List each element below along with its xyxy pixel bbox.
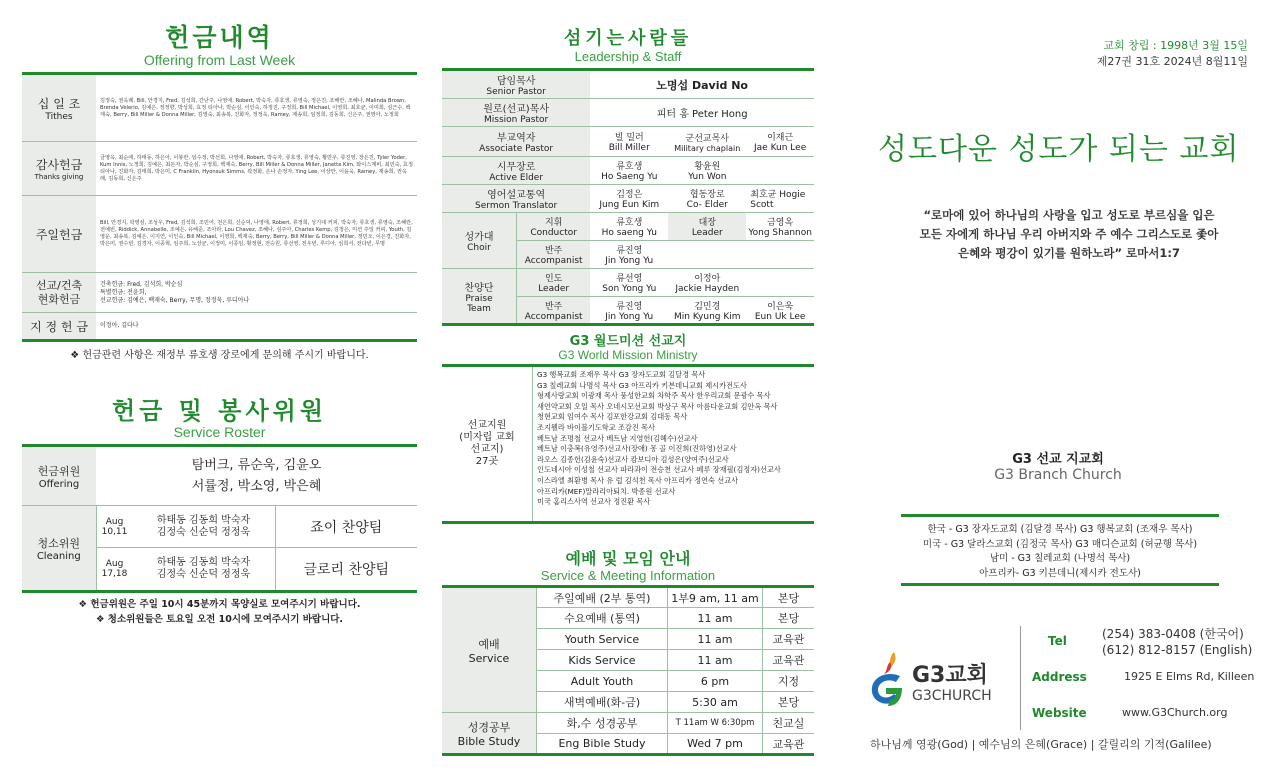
logo-subtext: G3CHURCH <box>912 688 992 704</box>
table-row <box>442 185 814 213</box>
lead-label-en: Leader <box>538 284 570 294</box>
elder-label-ko: 시무장로 <box>496 162 536 173</box>
service-place: 본당 <box>763 608 815 629</box>
service-place: 교육관 <box>763 734 815 755</box>
church-motto: 성도다운 성도가 되는 교회 <box>878 132 1240 167</box>
contact-divider <box>1020 626 1021 730</box>
offering-note: ❖ 헌금관련 사항은 재정부 류호생 장로에게 문의해 주시기 바랍니다. <box>70 350 369 361</box>
staff-name-en: Co- Elder <box>686 200 728 210</box>
mission-label-en: Mission Pastor <box>484 115 549 125</box>
cleaning-date-days: 10,11 <box>101 526 128 537</box>
service-time: Wed 7 pm <box>668 734 763 755</box>
conductor-label-en: Conductor <box>530 228 577 238</box>
mission-item: 라오스 김종헌(김윤숙)선교사 캄보디아 김성은(양여주)선교사 <box>537 454 729 464</box>
verse-line: 모든 자에게 하나님 우리 아버지와 주 예수 그리스도로 좇아 <box>919 227 1219 241</box>
mission-label-line: (미자립 교회 <box>459 432 515 443</box>
offering-column <box>22 0 417 625</box>
offering-table <box>22 72 417 342</box>
choir-label-ko: 성가대 <box>464 232 494 243</box>
cleaning-date-month: Aug <box>105 559 124 569</box>
founded-date: 교회 창립 : 1998년 3월 15일 <box>1103 39 1248 52</box>
staff-name-en: Jin Yong Yu <box>605 311 654 322</box>
staff-name-ko: 빌 밀러 <box>614 133 644 143</box>
staff-name-en: Jung Eun Kim <box>599 200 660 210</box>
website-label: Website <box>1032 706 1087 720</box>
tithes-names: 김정숙, 권옥례, Bill, 안경지, Fred, 김석희, 간난주, 나영애, Robert, 박숙자, 류호생, 류영숙, 정은진, 조해란, 조혜나, Malinda Brown, Brenda Velerio, 김예은, 정정향, 박성희, 효정 티아나, 박순심, 이인숙, 하정진, 구정희, Bill Michael, 이영희, 최호균, 이미희, 심근수, 백재숙, Berry, Bill Miller & Donna Miller, 김영숙, 최송복, 진화자, 정정욱, Ramey, 재송희, 임정희, 김동희, 신은주, 권영아, 노정희 <box>100 97 411 118</box>
table-row <box>22 313 417 341</box>
elder-label-en: Active Elder <box>489 173 544 183</box>
offering-title: 헌금내역 <box>165 23 274 52</box>
table-row <box>442 269 814 297</box>
leadership-title: 섬기는사람들 <box>563 28 693 49</box>
branch-list <box>901 514 1219 586</box>
staff-name-ko: 이재근 <box>767 133 794 143</box>
mission-item: 형제사랑교회 이광재 목사 풍성한교회 차학주 목사 한우리교회 문광수 목사 <box>537 391 771 401</box>
translator-label-ko: 영어설교통역 <box>487 190 546 201</box>
staff-name-en: Eun Uk Lee <box>754 311 806 322</box>
cleaning-team: 글로리 찬양팀 <box>275 548 417 592</box>
service-place: 교육관 <box>763 629 815 650</box>
table-row <box>442 587 814 608</box>
church-logo <box>864 648 1014 712</box>
cleaning-date-month: Aug <box>105 516 124 527</box>
service-name: Kids Service <box>537 650 668 671</box>
cleaning-names: 김정숙 신순덕 정정욱 <box>156 526 251 538</box>
designated-label: 지 정 헌 금 <box>30 319 88 334</box>
cleaning-date-days: 17,18 <box>101 569 128 579</box>
cover-column <box>858 0 1268 777</box>
offering-subtitle: Offering from Last Week <box>143 52 296 68</box>
acc-label-en: Accompanist <box>524 311 583 322</box>
worship-title: 예배 및 모임 안내 <box>565 549 691 568</box>
staff-name-ko: 협동장로 <box>689 190 725 200</box>
designated-names: 이정아, 김다나 <box>100 322 139 329</box>
section-label-ko: 성경공부 <box>467 720 511 734</box>
service-time: 6 pm <box>668 671 763 692</box>
table-row <box>442 70 814 99</box>
verse-line: 은혜와 평강이 있기를 원하노라” 로마서1:7 <box>958 246 1180 260</box>
mission-box <box>442 364 814 524</box>
staff-name-en: Scott <box>750 200 774 210</box>
address-value: 1925 E Elms Rd, Killeen <box>1124 670 1255 683</box>
sunday-names: Bill, 안경지, 곽영심, 조성우, Fred, 김석희, 조민어, 전은희, 신순덕, 나영애, Robert, 류정희, 성기대 커피, 박숙자, 류호생, 류영숙, 조혜란, 전예빈, Riddick, Annabelle, 조예은, 유해준, 조아라, Lou Chavez, 조혜나, 심주아, Charles Kemp, 김정은, 미션 주일 커피, Youth, 김영운, 최송복, 김예은, 이지연, 이인숙, Bill Michael, 이영희, 백재숙, Berry, Berry, Bill Miller & Donna Miller, 정민오, 이은경, 진화자, 박은미, 권수빈, 김경자, 이종혁, 임주희, 노상균, 이정미, 이종임, 황정현, 전승원, 류선영, 전우빈, 루디아, 심희서, 전다빈, 무명 <box>100 220 413 247</box>
mission-item: 베트남 이충복(유영주)선교사(장애) 몽 골 이진희(진하영)선교사 <box>537 444 737 454</box>
conductor-label-ko: 지휘 <box>544 218 563 228</box>
choir-leader-label-ko: 대장 <box>698 218 716 228</box>
thanks-label-ko: 감사헌금 <box>35 158 83 172</box>
branch-item: 남미 - G3 칠레교회 (나명석 목사) <box>989 553 1131 564</box>
logo-text: G3교회 <box>912 663 988 688</box>
mission-item: 아프리카(MEF)말라리아퇴치. 박종원 선교사 <box>537 486 676 496</box>
translator-label-en: Sermon Translator <box>475 201 558 211</box>
choir-label-en: Choir <box>467 243 491 253</box>
offering-committee-line2: 서률정, 박소영, 박은혜 <box>191 479 322 494</box>
service-time: 5:30 am <box>668 692 763 713</box>
staff-name-ko: 황윤원 <box>694 162 721 172</box>
staff-name-ko: 류진영 <box>616 246 643 256</box>
section-label-en: Service <box>468 651 510 665</box>
issue-info: 제27권 31호 2024년 8월11일 <box>1096 55 1248 68</box>
roster-table <box>22 444 417 593</box>
branch-subtitle: G3 Branch Church <box>994 467 1122 483</box>
footer-tagline: 하나님께 영광(God) | 예수님의 은혜(Grace) | 갈릴리의 기적(Galilee) <box>870 738 1212 751</box>
cleaning-names: 김정숙 신순덕 정정욱 <box>156 569 251 580</box>
mission-label-line: 선교지원 <box>467 420 507 431</box>
branch-item: 한국 - G3 장자도교회 (김달경 목사) G3 행복교회 (조재우 목사) <box>927 524 1193 535</box>
choir-leader-label-en: Leader <box>691 228 723 238</box>
leadership-column <box>442 0 814 756</box>
mission-building-names: 건축헌금: Fred, 김석희, 박순심 특별헌금: 전윤희, 선교헌금: 김예은, 백재숙, Berry, 무명, 정정욱, 루디아나 <box>100 280 250 304</box>
staff-name-ko: 류진영 <box>616 301 643 312</box>
cleaning-names: 하태동 김동희 박숙자 <box>156 514 251 526</box>
mission-item: 이스라엘 최환병 목사 유 럽 김석천 목사 아프리카 정연숙 선교사 <box>537 475 739 485</box>
service-place: 지정 <box>763 671 815 692</box>
tithes-label-ko: 십 일 조 <box>37 96 81 111</box>
staff-name-ko: 이정아 <box>694 274 721 284</box>
service-time: 1부9 am, 11 am <box>668 587 763 608</box>
praise-label-en: Team <box>467 303 491 314</box>
table-row <box>22 74 417 142</box>
staff-name-ko: 이은욱 <box>767 301 794 312</box>
mission-label-line: 선교지) <box>470 444 504 455</box>
staff-name-en: Yong Shannon <box>748 228 812 238</box>
thanks-names: 금영옥, 최순애, 하태동, 하은아, 이봉란, 임수정, 박선희, 나영애, Robert, 박숙자, 류호생, 류영숙, 황만우, 류진영, 장은진, Tyler Yoder, Kum Innis, 노정희, 김예은, 최돈자, 박순심, 구정희, 백재숙, Berry, Bill Miller & Donna Miller, Janette Kim, 와이스계비, 최민숙, 효정 티아나, 진화자, 김태희, 박은미, C Franklin, Hyonsuk Simms, 곽정화, 은나 손정자, Ying Lee, 이상안, 이윤욱, Ramey, 재송희, 권옥례, 김동희, 신은주 <box>100 154 413 182</box>
roster-title: 헌금 및 봉사위원 <box>112 397 327 425</box>
mission-item: 미국 홈리스사역 선교사 정진환 목사 <box>537 497 651 507</box>
assoc-label-ko: 부교역자 <box>496 133 536 144</box>
worship-subtitle: Service & Meeting Information <box>540 568 716 583</box>
branch-item: 아프리카- G3 키븐데니(제시카 전도사) <box>979 567 1141 579</box>
offering-committee-label-en: Offering <box>38 478 80 490</box>
sunday-label: 주일헌금 <box>35 227 83 242</box>
table-row <box>22 506 417 548</box>
table-row <box>442 157 814 185</box>
acc-label-en: Accompanist <box>524 256 583 266</box>
service-place: 친교실 <box>763 713 815 734</box>
staff-name-en: Min Kyung Kim <box>673 311 741 322</box>
service-time: 11 am <box>668 650 763 671</box>
senior-label-en: Senior Pastor <box>486 87 546 97</box>
mission-building-label: 선교/건축 현화헌금 <box>35 278 83 306</box>
table-row <box>442 127 814 157</box>
staff-name-en: Jae Kun Lee <box>754 143 807 153</box>
senior-pastor-name: 노명섭 David No <box>590 70 814 99</box>
service-time: 11 am <box>668 629 763 650</box>
staff-name-ko: 김민경 <box>694 301 721 312</box>
staff-name-ko: 류호생 <box>616 218 643 228</box>
table-row <box>22 446 417 506</box>
staff-name-en: Jin Yong Yu <box>605 256 654 266</box>
service-name: 주일예배 (2부 통역) <box>537 587 668 608</box>
staff-name-ko: 김정은 <box>616 190 643 200</box>
mission-item: G3 칠레교회 나명석 목사 G3 아프리카 키븐데니교회 제시카전도사 <box>537 380 747 390</box>
tel-label: Tel <box>1048 634 1067 648</box>
mission-label <box>442 367 533 521</box>
service-place: 교육관 <box>763 650 815 671</box>
tel-korean[interactable]: (254) 383-0408 (한국어) <box>1102 627 1244 641</box>
service-name: Youth Service <box>537 629 668 650</box>
table-row <box>22 273 417 313</box>
cleaning-label-ko: 청소위원 <box>37 536 80 550</box>
staff-name-en: Yun Won <box>688 172 727 182</box>
branch-item: 미국 - G3 달라스교회 (김정국 목사) G3 매디슨교회 (허균행 목사) <box>922 538 1198 550</box>
table-row <box>22 142 417 196</box>
staff-name-en: Ho saeng Yu <box>601 228 657 238</box>
table-row <box>442 213 814 241</box>
mission-title: G3 월드미션 선교지 <box>569 334 687 349</box>
praise-label-en: Praise <box>465 293 493 304</box>
roster-note-1: ❖ 헌금위원은 주일 10시 45분까지 목양실로 모여주시기 바랍니다. <box>78 599 361 610</box>
table-row <box>442 99 814 127</box>
service-name: 수요예배 (통역) <box>537 608 668 629</box>
worship-table <box>442 585 814 756</box>
staff-name-ko: 금영옥 <box>767 218 794 228</box>
bible-verse <box>884 206 1254 263</box>
staff-name-en: Bill Miller <box>608 143 650 153</box>
section-label-ko: 예배 <box>478 637 500 651</box>
staff-name-en: Military chaplain <box>674 143 741 153</box>
lead-label-ko: 인도 <box>544 274 563 284</box>
leadership-subtitle: Leadership & Staff <box>574 49 682 64</box>
assoc-label-en: Associate Pastor <box>479 144 554 154</box>
mission-item: G3 행복교회 조재우 목사 G3 장자도교회 김달경 목사 <box>537 370 706 379</box>
table-row <box>442 713 814 734</box>
thanks-label-en: Thanks giving <box>34 173 84 181</box>
offering-committee-line1: 탐버크, 류순욱, 김윤오 <box>191 458 322 473</box>
mission-item: 베트남 조명철 선교사 베트남 지영헌(김혜수)선교사 <box>537 433 698 443</box>
website-link[interactable]: www.G3Church.org <box>1122 706 1228 719</box>
tel-english[interactable]: (612) 812-8157 (English) <box>1102 643 1253 657</box>
staff-name-en: Son Yong Yu <box>602 284 657 294</box>
leadership-table <box>442 68 814 326</box>
offering-committee-label-ko: 헌금위원 <box>37 464 81 478</box>
praise-label-ko: 찬양단 <box>464 282 494 294</box>
cleaning-names: 하태동 김동희 박숙자 <box>156 557 251 568</box>
staff-name-ko: 군선교목사 <box>685 133 729 144</box>
staff-name-ko: 류선영 <box>616 274 643 284</box>
mission-pastor-name: 피터 홍 Peter Hong <box>590 99 814 127</box>
service-name: Eng Bible Study <box>537 734 668 755</box>
table-row <box>22 196 417 273</box>
tithes-label-en: Tithes <box>45 111 73 122</box>
roster-subtitle: Service Roster <box>173 424 266 440</box>
roster-note-2: ❖ 청소위원들은 토요일 오전 10시에 모여주시기 바랍니다. <box>95 614 344 625</box>
mission-label-line: 27곳 <box>475 456 499 467</box>
cleaning-label-en: Cleaning <box>36 550 81 562</box>
service-place: 본당 <box>763 587 815 608</box>
service-time: 11 am <box>668 608 763 629</box>
staff-name-en: Ho Saeng Yu <box>601 172 658 182</box>
section-label-en: Bible Study <box>457 734 521 748</box>
mission-subtitle: G3 World Mission Ministry <box>558 348 698 362</box>
mission-item: 청현교회 임여수 목사 김포한강교회 김대동 목사 <box>537 412 688 422</box>
acc-label-ko: 반주 <box>544 301 563 312</box>
service-name: 새벽예배(화-금) <box>537 692 668 713</box>
staff-name-ko: 최호균 Hogie <box>750 190 806 200</box>
service-place: 본당 <box>763 692 815 713</box>
staff-name-en: Jackie Hayden <box>675 284 740 294</box>
senior-label-ko: 담임목사 <box>496 76 536 87</box>
mission-item: 조지웰라 바이블기도학교 조감진 목사 <box>537 422 655 432</box>
address-label: Address <box>1032 670 1087 684</box>
verse-line: “로마에 있어 하나님의 사랑을 입고 성도로 부르심을 입은 <box>923 208 1215 222</box>
g3-logo-icon <box>864 648 908 710</box>
mission-item: 인도네시아 이성철 선교사 파라과이 전승천 선교사 페루 장재필(김정자)선교사 <box>537 465 781 475</box>
service-time: T 11am W 6:30pm <box>668 713 763 734</box>
mission-item: 새언약교회 오일 목사 오네시모선교회 박상구 목사 아름다운교회 김안옥 목사 <box>537 401 778 411</box>
service-name: 화,수 성경공부 <box>537 713 668 734</box>
service-name: Adult Youth <box>537 671 668 692</box>
staff-name-ko: 류호생 <box>616 162 643 172</box>
acc-label-ko: 반주 <box>544 246 563 256</box>
branch-title: G3 선교 지교회 <box>1012 452 1104 467</box>
cleaning-team: 죠이 찬양팀 <box>275 506 417 548</box>
mission-list <box>533 367 814 521</box>
mission-label-ko: 원로(선교)목사 <box>483 104 550 115</box>
